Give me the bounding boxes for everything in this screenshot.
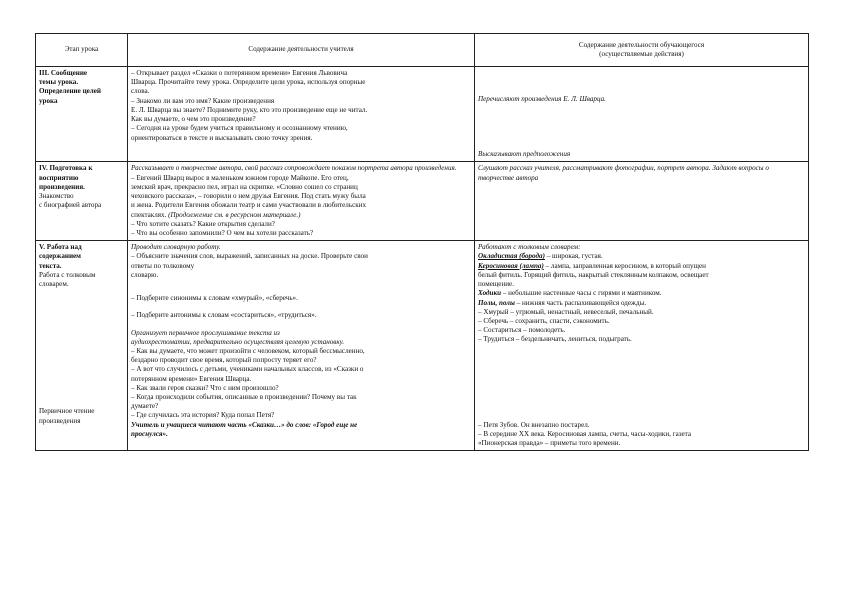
- teacher-question: – Когда происходили события, описанные в произведении? Почему вы так: [131, 393, 357, 402]
- student-answer: «Пионерская правда» – приметы того времени.: [478, 439, 621, 448]
- teacher-note: (Продолжение см. в ресурсном материале.): [168, 210, 301, 219]
- teacher-text: и жена. Родители Евгения обожали театр и сами участвовали в любительских: [131, 201, 367, 210]
- dictionary-definition: белый фитиль. Горящий фитиль, накрытый стеклянным колпаком, освещает: [478, 270, 709, 279]
- teacher-question: – Что хотите сказать? Какие открытия сделали?: [131, 219, 275, 228]
- stage-line: Определение целей: [39, 87, 102, 96]
- student-heading: Работают с толковым словарем:: [478, 243, 581, 252]
- teacher-text: спектаклях.: [131, 210, 167, 219]
- header-student: [475, 34, 809, 67]
- stage-line: словарем.: [39, 280, 69, 289]
- student-cell-iv: [475, 162, 809, 241]
- table-row: [36, 241, 809, 451]
- stage-line: текста.: [39, 261, 62, 270]
- dictionary-word: Окладистая (борода): [478, 252, 545, 261]
- teacher-text: Шварца. Прочитайте тему урока. Определите цели урока, используя опорные: [131, 78, 366, 87]
- teacher-cell-iv: [128, 162, 475, 241]
- dictionary-word: Керосиновая (лампа): [478, 261, 544, 270]
- student-text: – Сберечь – сохранить, спасти, сэкономить.: [478, 316, 610, 325]
- teacher-text: – Сегодня на уроке будем учиться правильному и осознанному чтению,: [131, 124, 348, 133]
- header-teacher: [128, 34, 475, 67]
- dictionary-word: Ходики: [478, 289, 502, 298]
- teacher-text: земский врач, прекрасно пел, играл на скрипке. «Словно сошел со страниц: [131, 182, 358, 191]
- student-text: – Трудиться – бездельничать, лениться, подыграть.: [478, 335, 632, 344]
- teacher-text: Е. Л. Шварца вы знаете? Поднимите руку, кто это произведение еще не читал.: [131, 105, 368, 114]
- lesson-plan-table: [35, 33, 809, 451]
- student-cell-iii: [475, 67, 809, 162]
- dictionary-definition: – широкая, густая.: [544, 252, 603, 261]
- teacher-reading-note: Учитель и учащиеся читают часть «Сказки…» до слов: «Город еще не: [131, 420, 358, 429]
- teacher-reading-note: проснулся».: [131, 429, 168, 438]
- student-text: Перечисляют произведения Е. Л. Шварца.: [478, 95, 606, 103]
- teacher-organize: аудиохрестоматии, предварительно осуществляя целевую установку.: [131, 337, 345, 346]
- teacher-text: потерянном времени» Евгения Шварца.: [131, 374, 252, 383]
- header-student-subtext: (осуществляемые действия): [599, 50, 684, 58]
- header-student-text: Содержание деятельности обучающегося: [578, 40, 705, 49]
- stage-line: восприятию: [39, 173, 79, 182]
- stage-line: Первичное чтение: [39, 407, 95, 416]
- teacher-text: чеховского рассказа», – говорили о нем друзья Евгения. Под стать мужу была: [131, 192, 366, 201]
- teacher-cell-iii: [128, 67, 475, 162]
- teacher-question: – Что вы особенно запомнили? О чем вы хотели рассказать?: [131, 228, 314, 237]
- teacher-text: словарю.: [131, 270, 159, 279]
- teacher-question: – Как звали героя сказки? Что с ним произошло?: [131, 383, 279, 392]
- student-cell-v: [475, 241, 809, 451]
- stage-line: темы урока.: [39, 78, 79, 87]
- teacher-text: ориентироваться в тексте и высказывать свою точку зрения.: [131, 133, 313, 142]
- dictionary-definition: – лампа, заправленная керосином, в который опущен: [543, 261, 706, 270]
- student-text: – Хмурый – угрюмый, ненастный, невеселый, печальный.: [478, 307, 654, 316]
- teacher-text: бездарно проводит свое время, который попросту теряет его?: [131, 356, 317, 365]
- teacher-text: – Евгений Шварц вырос в маленьком южном городе Майкопе. Его отец,: [131, 173, 349, 182]
- stage-line: содержанием: [39, 252, 82, 261]
- teacher-text: – Как вы думаете, что может произойти с человеком, который бессмысленно,: [131, 346, 365, 355]
- teacher-text: слова.: [131, 87, 150, 96]
- teacher-organize: Организует первичное прослушивание текста из: [131, 328, 280, 337]
- table-row: [36, 162, 809, 241]
- stage-line: IV. Подготовка к: [39, 164, 93, 173]
- teacher-cell-v: [128, 241, 475, 451]
- student-text: Слушают рассказ учителя, рассматривают фотографии, портрет автора. Задают вопросы о творчестве автора: [478, 164, 769, 182]
- stage-cell-iv: [36, 162, 128, 241]
- teacher-question: думаете?: [131, 402, 159, 411]
- header-stage: [36, 34, 128, 67]
- stage-line: произведения.: [39, 182, 85, 191]
- dictionary-definition: – нижняя часть распахивающейся одежды.: [514, 298, 647, 307]
- teacher-question: – Где случилась эта история? Куда попал Петя?: [131, 411, 275, 420]
- teacher-text: – А вот что случилось с детьми, учениками начальных классов, из «Сказки о: [131, 365, 364, 374]
- teacher-text: – Объясните значения слов, выражений, записанных на доске. Проверьте свои: [131, 252, 368, 261]
- table-row: [36, 67, 809, 162]
- teacher-text: – Подберите антонимы к словам «состариться», «трудиться».: [131, 311, 317, 320]
- stage-cell-v: [36, 241, 128, 451]
- student-text: Высказывают предположения: [478, 150, 571, 159]
- teacher-text: – Знакомо ли вам это имя? Какие произведения: [131, 96, 275, 105]
- stage-line: урока: [39, 96, 58, 105]
- student-text: – Состариться – помолодеть.: [478, 326, 566, 335]
- dictionary-definition: помещение.: [478, 280, 514, 289]
- dictionary-word: Полы, полы: [478, 298, 515, 307]
- stage-line: Знакомство: [39, 192, 74, 201]
- stage-line: произведения: [39, 416, 81, 425]
- dictionary-definition: – небольшие настенные часы с гирями и маятником.: [501, 289, 662, 298]
- teacher-text: – Открывает раздел «Сказки о потерянном времени» Евгения Львовича: [131, 69, 348, 77]
- teacher-text: ответы по толковому: [131, 261, 195, 270]
- teacher-text: – Подберите синонимы к словам «хмурый», «сберечь».: [131, 294, 298, 303]
- student-answer: – Петя Зубов. Он внезапно постарел.: [478, 420, 590, 429]
- teacher-heading: Проводит словарную работу.: [131, 243, 221, 252]
- stage-line: III. Сообщение: [39, 69, 88, 77]
- table-header-row: [36, 34, 809, 67]
- header-teacher-text: Содержание деятельности учителя: [248, 45, 354, 54]
- student-answer: – В середине XX века. Керосиновая лампа, счеты, часы-ходики, газета: [478, 429, 692, 438]
- teacher-intro: Рассказывает о творчестве автора, свой рассказ сопровождает показом портрета автора произведения.: [131, 164, 457, 173]
- teacher-text: Как вы думаете, о чем это произведение?: [131, 115, 256, 124]
- stage-cell-iii: [36, 67, 128, 162]
- stage-line: с биографией автора: [39, 201, 102, 210]
- header-stage-text: Этап урока: [64, 45, 99, 54]
- stage-line: Работа с толковым: [39, 270, 96, 279]
- stage-line: V. Работа над: [39, 243, 82, 252]
